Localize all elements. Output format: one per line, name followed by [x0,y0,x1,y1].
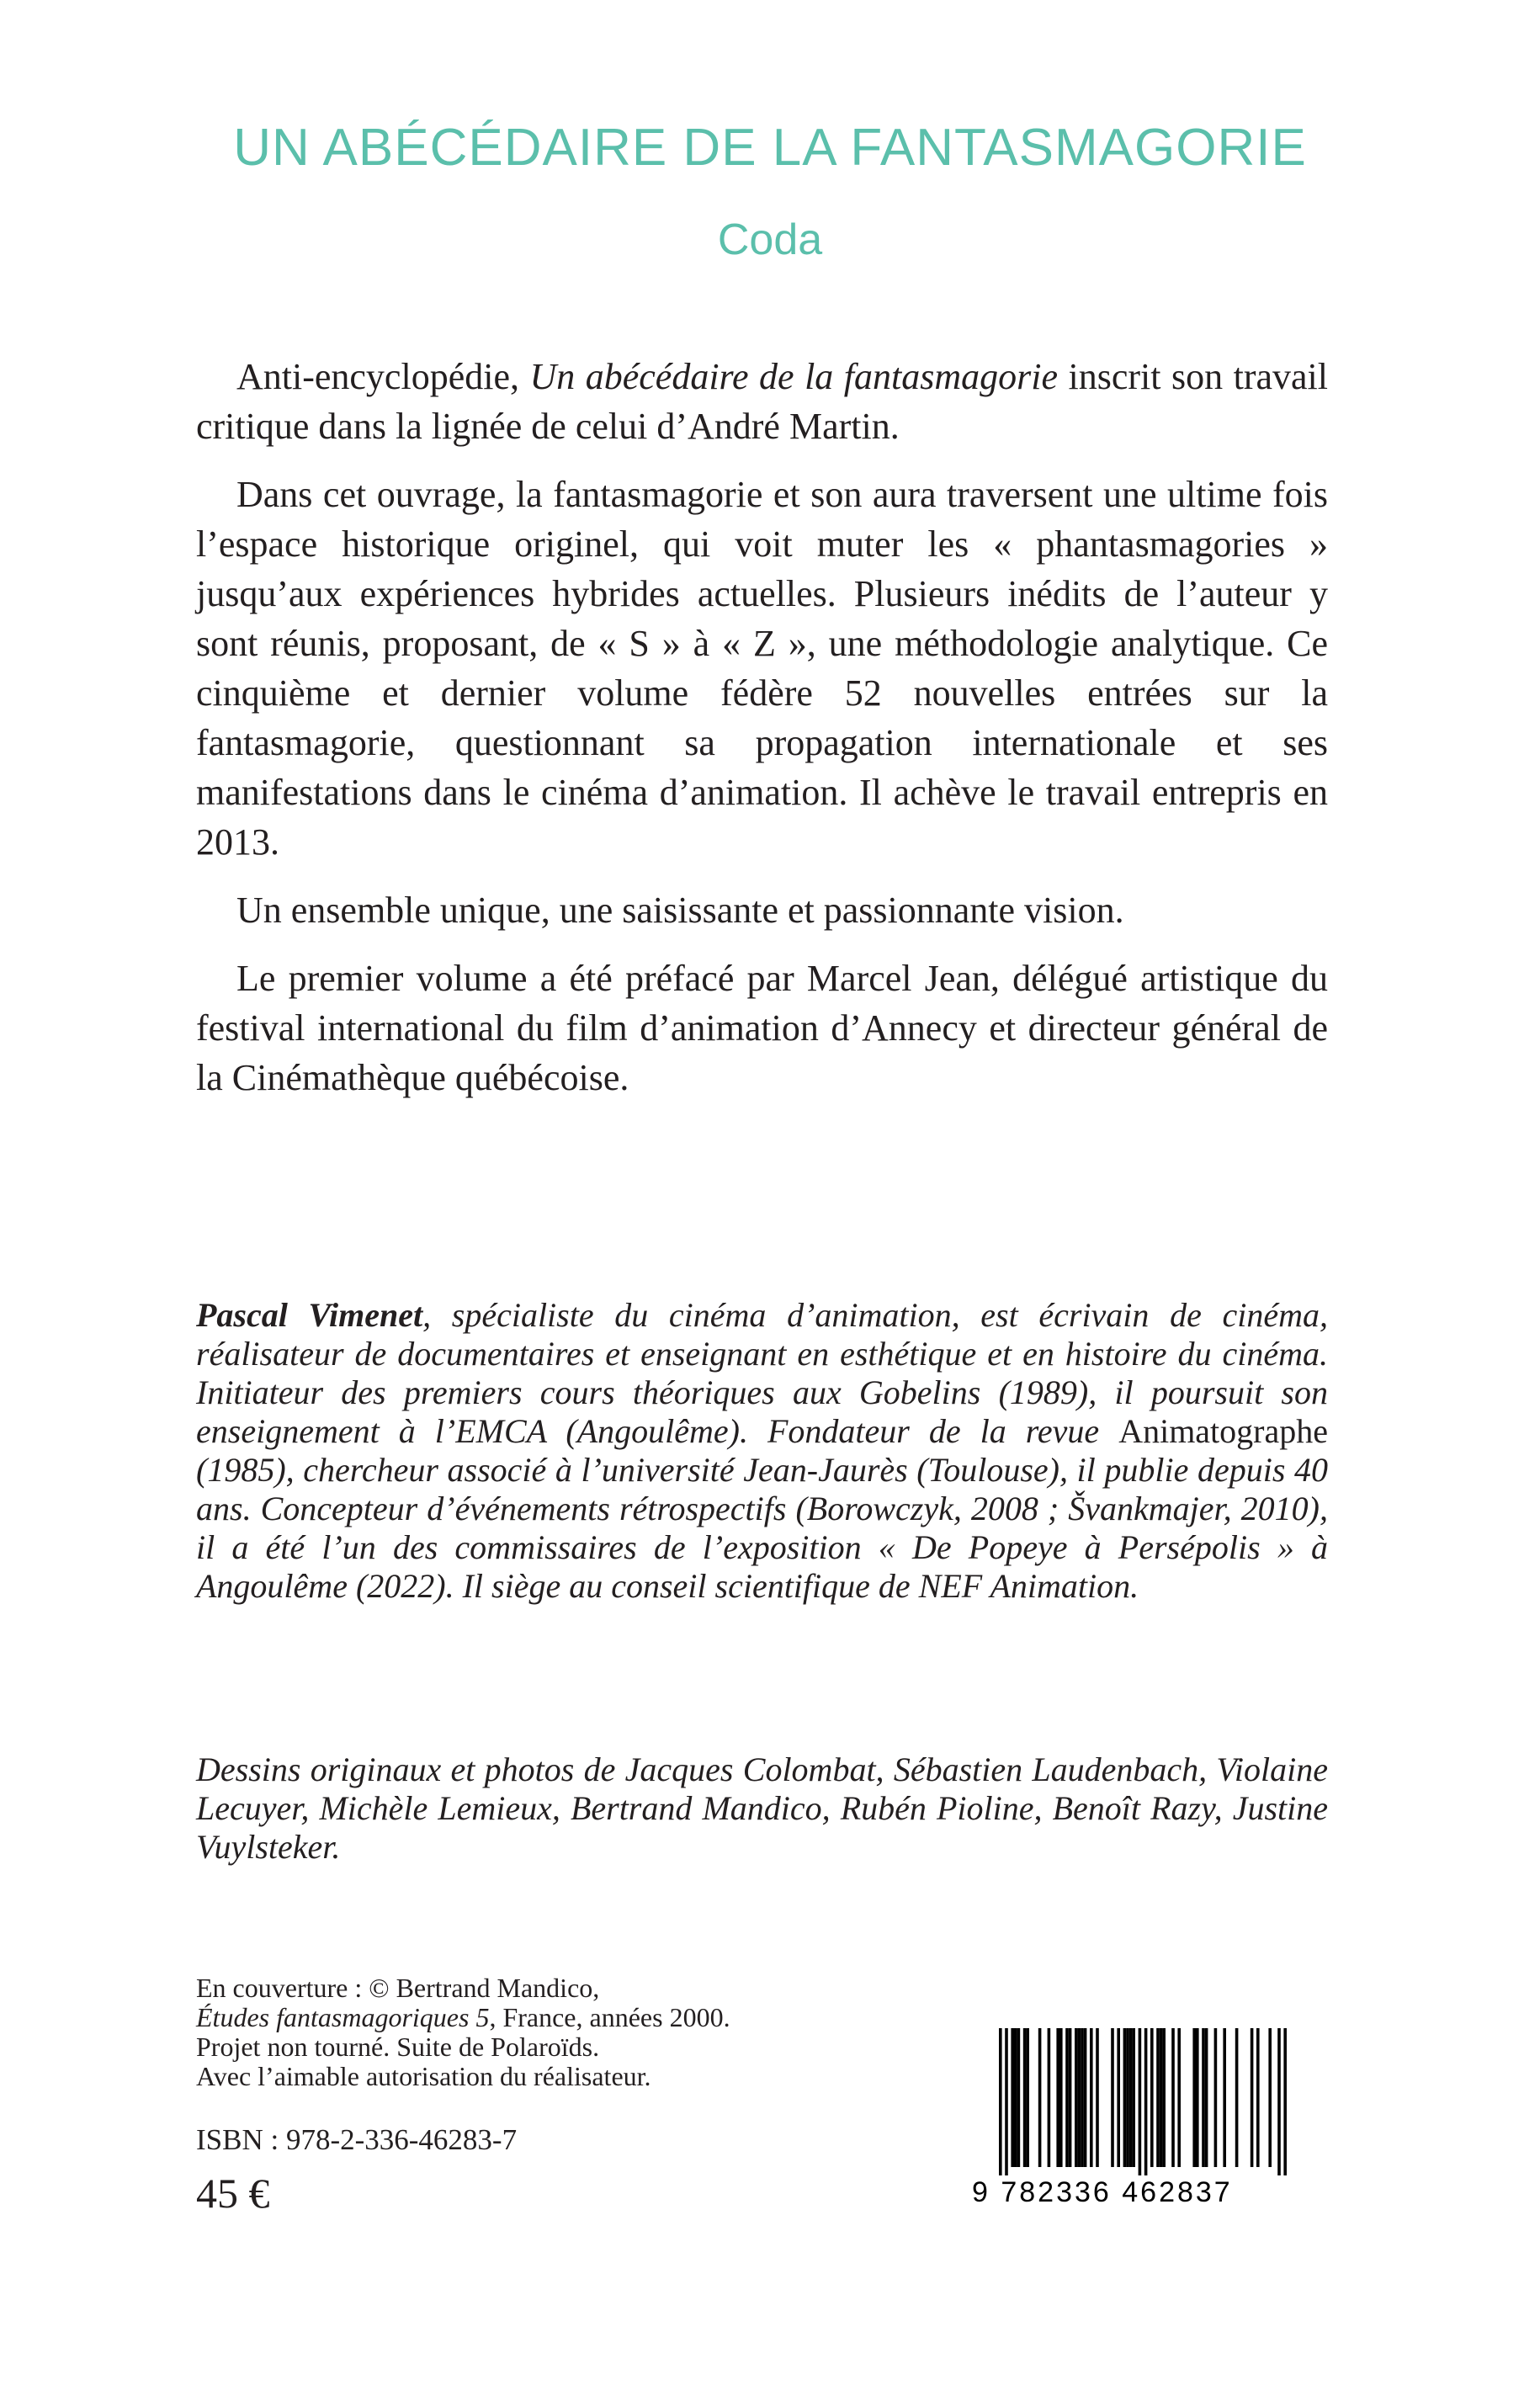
barcode-bar [1017,2028,1021,2167]
barcode-bar [1111,2028,1114,2167]
barcode-bar [1081,2028,1084,2167]
price: 45 € [196,2170,270,2217]
barcode-bar [1283,2028,1287,2175]
barcode-bar [1235,2028,1239,2167]
barcode-bar [999,2028,1002,2175]
barcode-bar [1069,2028,1072,2167]
barcode-bar [1065,2028,1069,2167]
barcode-bar [1162,2028,1166,2167]
barcode-bar [1144,2028,1148,2175]
barcode-bar [1177,2028,1181,2167]
barcode-bar [1277,2028,1281,2175]
barcode-bar [1171,2028,1175,2167]
barcode-bar [1005,2028,1008,2175]
barcode-bar [1090,2028,1093,2167]
isbn: ISBN : 978-2-336-46283-7 [196,2123,518,2156]
barcode-bar [1256,2028,1260,2167]
barcode-bar [1205,2028,1208,2167]
barcode-bar [1011,2028,1014,2167]
barcode-bar [1126,2028,1129,2167]
barcode-bar [1123,2028,1127,2167]
barcode-bar [1023,2028,1027,2167]
barcode-bar [1084,2028,1087,2167]
cover-credit: En couverture : © Bertrand Mandico, Études fantasmagoriques 5, France, années 2000. Projet non tourné. Suite de Polaroïds. Avec l’aimable autorisation du réalisateur. [196,1973,730,2091]
barcode-bar [1192,2028,1196,2167]
journal-name: Animatographe [1118,1412,1328,1450]
barcode-bar [1160,2028,1163,2167]
illustration-credits: Dessins originaux et photos de Jacques Colombat, Sébastien Laudenbach, Violaine Lecuyer, Michèle Lemieux, Bertrand Mandico, Rubén Pioline, Benoît Razy, Justine Vuylsteker. [196,1750,1328,1866]
author-bio: Pascal Vimenet, spécialiste du cinéma d’animation, est écrivain de cinéma, réalisateur de documentaires et enseignant en esthétique et en histoire du cinéma. Initiateur des premiers cours théoriques aux Gobelins (1989), il poursuit son enseignement à l’EMCA (Angoulême). Fondateur de la revue Animatographe (1985), chercheur associé à l’université Jean-Jaurès (Toulouse), il publie depuis 40 ans. Concepteur d’événements rétrospectifs (Borowczyk, 2008 ; Švankmajer, 2010), il a été l’un des commissaires de l’exposition « De Popeye à Persépolis » à Angoulême (2022). Il siège au conseil scientifique de NEF Animation. [196,1296,1328,1605]
barcode-bar [1056,2028,1059,2167]
barcode-bar [1132,2028,1135,2167]
barcode-bar [1117,2028,1120,2167]
summary-paragraph-1: Anti-encyclopédie, Un abécédaire de la fantasmagorie inscrit son travail critique dans la lignée de celui d’André Martin. [196,356,1328,447]
barcode-bar [1026,2028,1029,2167]
barcode-bar [1268,2028,1272,2167]
barcode-bar [1214,2028,1218,2167]
book-title: UN ABÉCÉDAIRE DE LA FANTASMAGORIE [233,119,1307,177]
author-name: Pascal Vimenet [196,1296,423,1334]
barcode-bar [1223,2028,1226,2167]
barcode-bar [1202,2028,1205,2167]
book-subtitle: Coda [717,215,823,264]
summary-paragraph-3: Un ensemble unique, une saisissante et passionnante vision. [236,890,1124,931]
barcode-digits: 9 782336 462837 [972,2176,1233,2208]
barcode-bar [1078,2028,1081,2167]
barcode-bar [1150,2028,1154,2167]
barcode-bar [1156,2028,1160,2167]
barcode-bar [1059,2028,1063,2167]
barcode-bar [1251,2028,1254,2167]
barcode-bar [1129,2028,1133,2167]
barcode-bar [1038,2028,1042,2167]
barcode-bar [1075,2028,1078,2167]
barcode-bar [1048,2028,1051,2167]
barcode-bar [1096,2028,1099,2167]
summary-paragraph-4: Le premier volume a été préfacé par Marcel Jean, délégué artistique du festival international du film d’animation d’Annecy et directeur général de la Cinémathèque québécoise. [196,958,1328,1098]
barcode-bar [1139,2028,1142,2175]
summary-paragraph-2: Dans cet ouvrage, la fantasmagorie et son aura traversent une ultime fois l’espace historique originel, qui voit muter les « phantasmagories » jusqu’aux expériences hybrides actuelles. Plusieurs inédits de l’auteur y sont réunis, proposant, de « S » à « Z », une méthodologie analytique. Ce cinquième et dernier volume fédère 52 nouvelles entrées sur la fantasmagorie, questionnant sa propagation internationale et ses manifestations dans le cinéma d’animation. Il achève le travail entrepris en 2013. [196,474,1328,863]
summary-text [196,352,1328,1121]
barcode-bars [972,2028,1317,2175]
book-title-italic: Un abécédaire de la fantasmagorie [529,356,1059,397]
barcode-bar [1196,2028,1199,2167]
barcode-bar [1014,2028,1017,2167]
